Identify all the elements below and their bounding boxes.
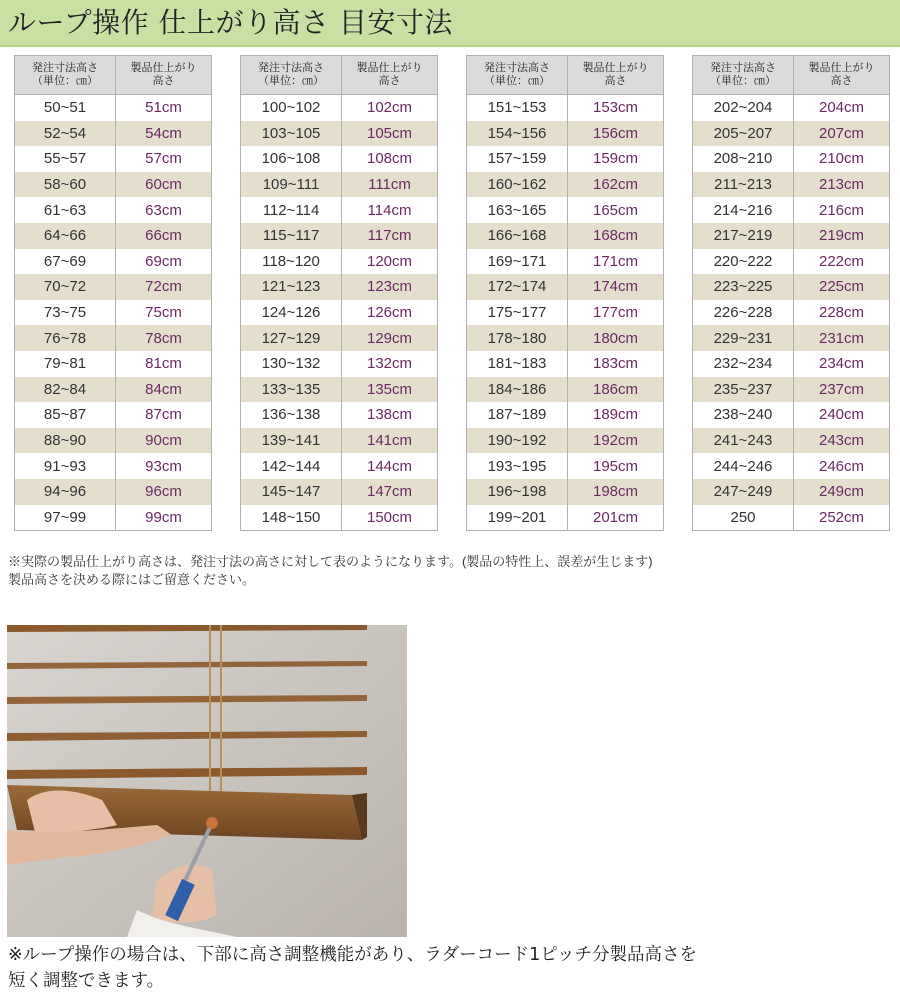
finished-height-cell: 147cm <box>342 479 438 505</box>
finished-height-header <box>116 56 212 95</box>
table-row <box>15 172 212 198</box>
table-row <box>15 479 212 505</box>
finished-height-cell: 168cm <box>568 223 664 249</box>
finished-height-cell: 231cm <box>794 325 890 351</box>
finished-height-cell: 219cm <box>794 223 890 249</box>
order-size-header-line1: 発注寸法高さ <box>484 62 550 74</box>
order-size-cell: 214~216 <box>693 197 794 223</box>
order-size-cell: 178~180 <box>467 325 568 351</box>
order-size-cell: 121~123 <box>241 274 342 300</box>
finished-height-cell: 105cm <box>342 121 438 147</box>
finished-height-header-line2: 高さ <box>830 75 853 87</box>
table-row <box>693 300 890 326</box>
finished-height-header <box>794 56 890 95</box>
table-row <box>693 428 890 454</box>
finished-height-cell: 87cm <box>116 402 212 428</box>
order-size-cell: 247~249 <box>693 479 794 505</box>
finished-height-cell: 171cm <box>568 249 664 275</box>
table-row <box>241 197 438 223</box>
order-size-cell: 196~198 <box>467 479 568 505</box>
order-size-cell: 55~57 <box>15 146 116 172</box>
order-size-cell: 169~171 <box>467 249 568 275</box>
table-row <box>693 377 890 403</box>
table-row <box>467 249 664 275</box>
table-row <box>467 402 664 428</box>
finished-height-cell: 57cm <box>116 146 212 172</box>
finished-height-cell: 51cm <box>116 95 212 121</box>
finished-height-cell: 204cm <box>794 95 890 121</box>
table-row <box>15 121 212 147</box>
table-row <box>15 351 212 377</box>
table-row <box>241 172 438 198</box>
page-title: ループ操作 仕上がり高さ 目安寸法 <box>8 6 453 39</box>
finished-height-header <box>342 56 438 95</box>
order-size-cell: 205~207 <box>693 121 794 147</box>
finished-height-cell: 102cm <box>342 95 438 121</box>
table-row <box>241 351 438 377</box>
finished-height-cell: 66cm <box>116 223 212 249</box>
table-row <box>693 223 890 249</box>
table-row <box>693 325 890 351</box>
table-row <box>467 146 664 172</box>
finished-height-cell: 249cm <box>794 479 890 505</box>
size-table <box>240 55 438 531</box>
order-size-cell: 166~168 <box>467 223 568 249</box>
table-row <box>467 479 664 505</box>
table-row <box>15 453 212 479</box>
order-size-cell: 100~102 <box>241 95 342 121</box>
size-table <box>466 55 664 531</box>
size-table <box>14 55 212 531</box>
order-size-cell: 106~108 <box>241 146 342 172</box>
finished-height-cell: 72cm <box>116 274 212 300</box>
order-size-cell: 61~63 <box>15 197 116 223</box>
order-size-cell: 148~150 <box>241 505 342 531</box>
finished-height-cell: 183cm <box>568 351 664 377</box>
table-row <box>15 300 212 326</box>
finished-height-cell: 99cm <box>116 505 212 531</box>
order-size-cell: 133~135 <box>241 377 342 403</box>
order-size-cell: 73~75 <box>15 300 116 326</box>
table-row <box>467 453 664 479</box>
table-row <box>693 274 890 300</box>
order-size-cell: 79~81 <box>15 351 116 377</box>
table-row <box>15 377 212 403</box>
table-row <box>467 121 664 147</box>
order-size-cell: 163~165 <box>467 197 568 223</box>
order-size-header <box>467 56 568 95</box>
order-size-cell: 187~189 <box>467 402 568 428</box>
table-row <box>693 505 890 531</box>
order-size-header-line1: 発注寸法高さ <box>710 62 776 74</box>
table-row <box>467 428 664 454</box>
order-size-cell: 142~144 <box>241 453 342 479</box>
order-size-cell: 82~84 <box>15 377 116 403</box>
finished-height-cell: 198cm <box>568 479 664 505</box>
finished-height-cell: 243cm <box>794 428 890 454</box>
table-row <box>467 377 664 403</box>
order-size-cell: 58~60 <box>15 172 116 198</box>
table-row <box>241 505 438 531</box>
finished-height-cell: 165cm <box>568 197 664 223</box>
finished-height-cell: 120cm <box>342 249 438 275</box>
finished-height-header-line1: 製品仕上がり <box>356 62 423 74</box>
order-size-cell: 229~231 <box>693 325 794 351</box>
order-size-header <box>693 56 794 95</box>
finished-height-cell: 222cm <box>794 249 890 275</box>
table-row <box>693 453 890 479</box>
finished-height-cell: 246cm <box>794 453 890 479</box>
finished-height-cell: 63cm <box>116 197 212 223</box>
finished-height-header <box>568 56 664 95</box>
finished-height-cell: 225cm <box>794 274 890 300</box>
order-size-header-line2: （単位：㎝） <box>258 75 324 87</box>
finished-height-cell: 156cm <box>568 121 664 147</box>
table-row <box>241 402 438 428</box>
order-size-header-line2: （単位：㎝） <box>32 75 98 87</box>
order-size-cell: 118~120 <box>241 249 342 275</box>
finished-height-cell: 84cm <box>116 377 212 403</box>
order-size-cell: 202~204 <box>693 95 794 121</box>
table-row <box>467 351 664 377</box>
order-size-cell: 67~69 <box>15 249 116 275</box>
order-size-cell: 64~66 <box>15 223 116 249</box>
table-row <box>241 453 438 479</box>
title-banner <box>0 0 900 47</box>
table-row <box>467 172 664 198</box>
order-size-header-line1: 発注寸法高さ <box>258 62 324 74</box>
adjuster-knob <box>206 817 218 829</box>
order-size-header-line1: 発注寸法高さ <box>32 62 98 74</box>
order-size-cell: 130~132 <box>241 351 342 377</box>
table-row <box>693 249 890 275</box>
order-size-cell: 115~117 <box>241 223 342 249</box>
table-row <box>241 428 438 454</box>
order-size-cell: 220~222 <box>693 249 794 275</box>
finished-height-header-line1: 製品仕上がり <box>582 62 649 74</box>
order-size-cell: 127~129 <box>241 325 342 351</box>
finished-height-cell: 129cm <box>342 325 438 351</box>
finished-height-cell: 213cm <box>794 172 890 198</box>
photo-note <box>8 942 888 994</box>
table-row <box>15 505 212 531</box>
finished-height-cell: 114cm <box>342 197 438 223</box>
order-size-header-line2: （単位：㎝） <box>710 75 776 87</box>
blind-photo-illustration <box>7 625 407 937</box>
finished-height-cell: 174cm <box>568 274 664 300</box>
finished-height-cell: 252cm <box>794 505 890 531</box>
order-size-header <box>241 56 342 95</box>
table-note-line1: ※実際の製品仕上がり高さは、発注寸法の高さに対して表のようになります。(製品の特性上、誤差が生じます) <box>8 554 653 569</box>
finished-height-cell: 93cm <box>116 453 212 479</box>
finished-height-cell: 117cm <box>342 223 438 249</box>
order-size-cell: 199~201 <box>467 505 568 531</box>
finished-height-cell: 162cm <box>568 172 664 198</box>
table-row <box>693 172 890 198</box>
order-size-cell: 52~54 <box>15 121 116 147</box>
finished-height-cell: 60cm <box>116 172 212 198</box>
order-size-cell: 238~240 <box>693 402 794 428</box>
table-row <box>15 274 212 300</box>
table-row <box>693 351 890 377</box>
order-size-cell: 94~96 <box>15 479 116 505</box>
order-size-cell: 244~246 <box>693 453 794 479</box>
table-row <box>467 325 664 351</box>
table-note-line2: 製品高さを決める際にはご留意ください。 <box>8 572 256 587</box>
photo-note-line2: 短く調整できます。 <box>8 971 165 991</box>
order-size-cell: 184~186 <box>467 377 568 403</box>
finished-height-header-line2: 高さ <box>152 75 175 87</box>
photo-note-line1: ※ループ操作の場合は、下部に高さ調整機能があり、ラダーコード1ピッチ分製品高さを <box>8 945 698 965</box>
order-size-cell: 172~174 <box>467 274 568 300</box>
table-row <box>693 146 890 172</box>
order-size-cell: 208~210 <box>693 146 794 172</box>
order-size-cell: 181~183 <box>467 351 568 377</box>
order-size-cell: 217~219 <box>693 223 794 249</box>
order-size-cell: 160~162 <box>467 172 568 198</box>
table-row <box>693 402 890 428</box>
order-size-cell: 232~234 <box>693 351 794 377</box>
finished-height-cell: 126cm <box>342 300 438 326</box>
table-row <box>693 95 890 121</box>
blind-adjustment-photo <box>7 625 407 937</box>
order-size-cell: 112~114 <box>241 197 342 223</box>
finished-height-header-line2: 高さ <box>604 75 627 87</box>
finished-height-cell: 144cm <box>342 453 438 479</box>
order-size-cell: 70~72 <box>15 274 116 300</box>
table-row <box>15 223 212 249</box>
order-size-cell: 76~78 <box>15 325 116 351</box>
size-tables <box>0 55 900 545</box>
order-size-header-line2: （単位：㎝） <box>484 75 550 87</box>
order-size-cell: 124~126 <box>241 300 342 326</box>
finished-height-cell: 108cm <box>342 146 438 172</box>
order-size-cell: 157~159 <box>467 146 568 172</box>
order-size-cell: 97~99 <box>15 505 116 531</box>
table-row <box>241 377 438 403</box>
order-size-cell: 136~138 <box>241 402 342 428</box>
finished-height-cell: 186cm <box>568 377 664 403</box>
order-size-cell: 88~90 <box>15 428 116 454</box>
order-size-cell: 103~105 <box>241 121 342 147</box>
table-row <box>693 197 890 223</box>
table-row <box>467 505 664 531</box>
order-size-cell: 175~177 <box>467 300 568 326</box>
order-size-cell: 211~213 <box>693 172 794 198</box>
table-row <box>241 274 438 300</box>
table-row <box>467 223 664 249</box>
order-size-cell: 139~141 <box>241 428 342 454</box>
table-row <box>241 325 438 351</box>
finished-height-cell: 192cm <box>568 428 664 454</box>
table-row <box>15 249 212 275</box>
table-row <box>15 428 212 454</box>
finished-height-cell: 81cm <box>116 351 212 377</box>
table-row <box>241 121 438 147</box>
order-size-cell: 241~243 <box>693 428 794 454</box>
finished-height-cell: 195cm <box>568 453 664 479</box>
finished-height-cell: 138cm <box>342 402 438 428</box>
order-size-cell: 223~225 <box>693 274 794 300</box>
finished-height-cell: 216cm <box>794 197 890 223</box>
table-row <box>241 223 438 249</box>
table-row <box>467 300 664 326</box>
finished-height-cell: 201cm <box>568 505 664 531</box>
table-row <box>241 95 438 121</box>
finished-height-cell: 54cm <box>116 121 212 147</box>
finished-height-cell: 189cm <box>568 402 664 428</box>
finished-height-cell: 141cm <box>342 428 438 454</box>
finished-height-cell: 159cm <box>568 146 664 172</box>
table-row <box>467 95 664 121</box>
finished-height-cell: 135cm <box>342 377 438 403</box>
order-size-cell: 91~93 <box>15 453 116 479</box>
table-note <box>8 553 888 589</box>
table-row <box>15 146 212 172</box>
table-row <box>15 95 212 121</box>
order-size-cell: 109~111 <box>241 172 342 198</box>
table-row <box>241 479 438 505</box>
table-row <box>693 479 890 505</box>
order-size-cell: 154~156 <box>467 121 568 147</box>
finished-height-cell: 237cm <box>794 377 890 403</box>
table-row <box>15 325 212 351</box>
finished-height-cell: 240cm <box>794 402 890 428</box>
finished-height-cell: 111cm <box>342 172 438 198</box>
table-row <box>241 146 438 172</box>
finished-height-header-line1: 製品仕上がり <box>130 62 197 74</box>
finished-height-cell: 150cm <box>342 505 438 531</box>
table-row <box>15 402 212 428</box>
order-size-header <box>15 56 116 95</box>
finished-height-cell: 75cm <box>116 300 212 326</box>
finished-height-cell: 69cm <box>116 249 212 275</box>
order-size-cell: 85~87 <box>15 402 116 428</box>
finished-height-cell: 234cm <box>794 351 890 377</box>
order-size-cell: 226~228 <box>693 300 794 326</box>
table-row <box>241 249 438 275</box>
size-table <box>692 55 890 531</box>
table-row <box>467 197 664 223</box>
order-size-cell: 145~147 <box>241 479 342 505</box>
order-size-cell: 250 <box>693 505 794 531</box>
table-row <box>15 197 212 223</box>
table-row <box>241 300 438 326</box>
finished-height-cell: 177cm <box>568 300 664 326</box>
finished-height-cell: 207cm <box>794 121 890 147</box>
finished-height-cell: 132cm <box>342 351 438 377</box>
order-size-cell: 193~195 <box>467 453 568 479</box>
finished-height-cell: 96cm <box>116 479 212 505</box>
table-row <box>467 274 664 300</box>
finished-height-cell: 78cm <box>116 325 212 351</box>
finished-height-cell: 210cm <box>794 146 890 172</box>
finished-height-cell: 90cm <box>116 428 212 454</box>
finished-height-cell: 153cm <box>568 95 664 121</box>
order-size-cell: 190~192 <box>467 428 568 454</box>
finished-height-header-line1: 製品仕上がり <box>808 62 875 74</box>
order-size-cell: 50~51 <box>15 95 116 121</box>
finished-height-cell: 123cm <box>342 274 438 300</box>
finished-height-cell: 228cm <box>794 300 890 326</box>
finished-height-header-line2: 高さ <box>378 75 401 87</box>
table-row <box>693 121 890 147</box>
finished-height-cell: 180cm <box>568 325 664 351</box>
order-size-cell: 235~237 <box>693 377 794 403</box>
order-size-cell: 151~153 <box>467 95 568 121</box>
